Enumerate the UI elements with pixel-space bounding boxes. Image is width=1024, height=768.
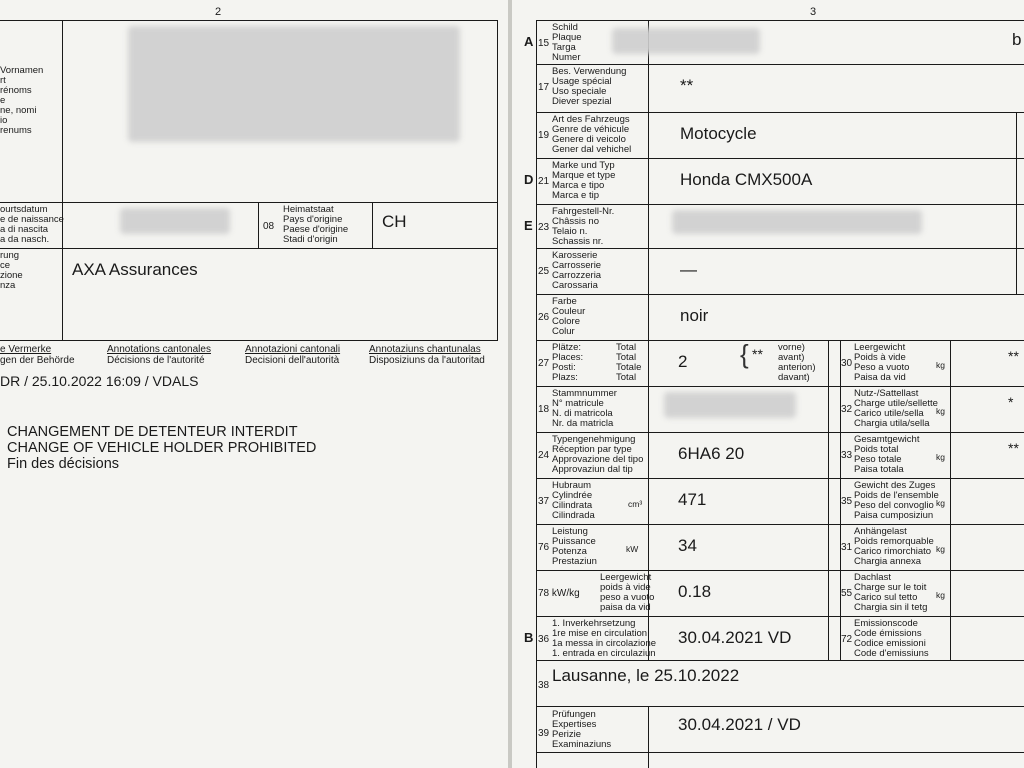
side-field-number: 55 <box>841 588 853 599</box>
side-field-label: Gesamtgewicht Poids total Peso totale Paisa totala <box>854 434 920 475</box>
field-label: Marke und Typ Marque et type Marca e tipo Marca e tip <box>552 160 616 201</box>
rule <box>258 202 259 248</box>
rule <box>536 20 537 768</box>
exam-value: 30.04.2021 / VD <box>678 715 801 734</box>
section-letter: D <box>524 172 534 187</box>
field-number: 25 <box>538 266 550 277</box>
side-field-number: 32 <box>841 404 853 415</box>
rule <box>536 158 1024 159</box>
home-country-label: Heimatstaat Pays d'origine Paese d'origine Stadi d'origin <box>283 204 349 245</box>
field-number: 76 <box>538 542 550 553</box>
annotations-header-de: e Vermerke gen der Behörde <box>0 344 75 366</box>
side-field-label: Emissionscode Code émissions Codice emissioni Code d'emissiuns <box>854 618 929 659</box>
page-number: 2 <box>215 6 222 18</box>
field-number: 23 <box>538 222 550 233</box>
places-stars: ** <box>752 346 763 362</box>
page-number: 3 <box>810 6 817 18</box>
rule <box>62 20 63 202</box>
redacted-matricule <box>664 392 796 418</box>
field-label: Hubraum Cylindrée Cilindrata Cilindrada <box>552 480 595 521</box>
rule <box>0 248 498 249</box>
field-label: Schild Plaque Targa Numer <box>552 22 582 63</box>
field-value: — <box>680 260 697 279</box>
unit-kg: kg <box>936 406 945 416</box>
field-label: Karosserie Carrosserie Carrozzeria Carossaria <box>552 250 602 291</box>
decision-line: CHANGEMENT DE DETENTEUR INTERDIT <box>7 424 298 440</box>
field-label: Typengenehmigung Réception par type Approvazione del tipo Approvaziun dal tip <box>552 434 644 475</box>
side-field-label: Dachlast Charge sur le toit Carico sul tetto Chargia sin il tetg <box>854 572 928 613</box>
section-letter: E <box>524 218 533 233</box>
field-value: Motocycle <box>680 124 757 143</box>
redacted-birth-date <box>120 208 230 234</box>
rule <box>950 340 951 660</box>
field-number: 24 <box>538 450 550 461</box>
field-label: Plätze: Places: Posti: Plazs: <box>552 342 584 383</box>
unit-kg: kg <box>936 498 945 508</box>
field-number: 26 <box>538 312 550 323</box>
rule <box>536 294 1024 295</box>
unit-kg: kg <box>936 360 945 370</box>
field-number: 15 <box>538 38 550 49</box>
unit-kg: kg <box>936 544 945 554</box>
unit-cc: cm³ <box>628 499 643 509</box>
field-number: 36 <box>538 634 550 645</box>
rule <box>372 202 373 248</box>
rule <box>536 660 1024 661</box>
right-page <box>512 0 1024 768</box>
field-number: 27 <box>538 358 550 369</box>
brace-glyph: { <box>740 339 749 369</box>
rule <box>536 20 1024 21</box>
side-field-label: Anhängelast Poids remorquable Carico rimorchiato Chargia annexa <box>854 526 934 567</box>
unit-kw: kW <box>626 544 639 554</box>
field-label: Stammnummer N° matricule N. di matricola Nr. da matricla <box>552 388 617 429</box>
rule <box>536 112 1024 113</box>
field-label: 1. Inverkehrsetzung 1re mise en circulation 1a messa in circolazione 1. entrada en circulaziun <box>552 618 657 659</box>
kwkg-label: 78 kW/kg <box>538 588 580 599</box>
home-country-value: CH <box>382 212 407 231</box>
side-field-value: * <box>1008 394 1014 410</box>
field-number: 21 <box>538 176 550 187</box>
insurance-value: AXA Assurances <box>72 260 198 279</box>
field-value: 0.18 <box>678 582 712 601</box>
field-value: 6HA6 20 <box>678 444 745 463</box>
decision-line: CHANGE OF VEHICLE HOLDER PROHIBITED <box>7 440 317 456</box>
field-label: Bes. Verwendung Usage spécial Uso speciale Diever spezial <box>552 66 627 107</box>
rule <box>536 706 1024 707</box>
field-value: Honda CMX500A <box>680 170 813 189</box>
annotations-header-it: Annotazioni cantonali Decisioni dell'autorità <box>245 344 341 366</box>
section-letter: A <box>524 34 534 49</box>
side-field-number: 33 <box>841 450 853 461</box>
side-field-number: 30 <box>841 358 853 369</box>
rule <box>1016 112 1017 294</box>
side-field-label: Leergewicht Poids à vide Peso a vuoto Paisa da vid <box>854 342 910 383</box>
field-number: 17 <box>538 82 550 93</box>
corner-text: b <box>1012 30 1022 49</box>
redacted-chassis <box>672 210 922 234</box>
annotations-header-fr: Annotations cantonales Décisions de l'autorité <box>107 344 211 366</box>
unit-kg: kg <box>936 452 945 462</box>
field-value: 2 <box>678 352 688 371</box>
rule <box>828 340 829 660</box>
places-position-label: vorne) avant) anterion) davant) <box>778 342 816 383</box>
redacted-plate <box>612 28 760 54</box>
rule <box>536 248 1024 249</box>
insurance-label: rung ce zione nza <box>0 250 23 291</box>
side-field-value: ** <box>1008 348 1019 364</box>
left-page <box>0 0 508 768</box>
unit-kg: kg <box>936 590 945 600</box>
field-number: 19 <box>538 130 550 141</box>
field-value: 34 <box>678 536 697 555</box>
side-field-label: Gewicht des Zuges Poids de l'ensemble Peso del convoglio Paisa cumposiziun <box>854 480 939 521</box>
field-value: ** <box>680 76 694 95</box>
field-value: 471 <box>678 490 707 509</box>
field-label: Leistung Puissance Potenza Prestaziun <box>552 526 597 567</box>
annotations-header-rm: Annotaziuns chantunalas Disposiziuns da l'autoritad <box>369 344 485 366</box>
birth-date-label: ourtsdatum e de naissance a di nascita a da nasch. <box>0 204 64 245</box>
rule <box>648 20 649 660</box>
side-field-value: ** <box>1008 440 1019 456</box>
field-number: 18 <box>538 404 550 415</box>
rule <box>0 20 498 21</box>
redacted-name <box>128 26 460 142</box>
rule <box>0 340 498 341</box>
side-field-number: 31 <box>841 542 853 553</box>
rule <box>536 64 1024 65</box>
field-number: 08 <box>263 221 275 232</box>
section-letter: B <box>524 630 534 645</box>
side-field-number: 72 <box>841 634 853 645</box>
side-field-label: Nutz-/Sattellast Charge utile/sellette Carico utile/sella Chargia utila/sella <box>854 388 938 429</box>
field-value: 30.04.2021 VD <box>678 628 792 647</box>
annotation-stamp: DR / 25.10.2022 16:09 / VDALS <box>0 373 199 389</box>
rule <box>0 202 498 203</box>
rule <box>497 20 498 340</box>
names-label: Vornamen rt rénoms e ne, nomi io renums <box>0 65 44 136</box>
field-label: Farbe Couleur Colore Colur <box>552 296 586 337</box>
rule <box>62 248 63 340</box>
field-number: 38 <box>538 680 550 691</box>
field-value: noir <box>680 306 709 325</box>
places-total-label: Total Total Totale Total <box>616 342 642 383</box>
exam-label: Prüfungen Expertises Perizie Examinaziuns <box>552 709 612 750</box>
field-label: Leergewicht poids à vide peso a vuoto paisa da vid <box>600 572 655 613</box>
field-label: Art des Fahrzeugs Genre de véhicule Genere di veicolo Gener dal vehichel <box>552 114 632 155</box>
field-number: 39 <box>538 728 550 739</box>
rule <box>536 204 1024 205</box>
field-label: Fahrgestell-Nr. Châssis no Telaio n. Schassis nr. <box>552 206 615 247</box>
decision-line: Fin des décisions <box>7 456 120 472</box>
side-field-number: 35 <box>841 496 853 507</box>
rule <box>536 752 1024 753</box>
rule <box>648 706 649 768</box>
place-date-value: Lausanne, le 25.10.2022 <box>552 666 740 685</box>
field-number: 37 <box>538 496 550 507</box>
